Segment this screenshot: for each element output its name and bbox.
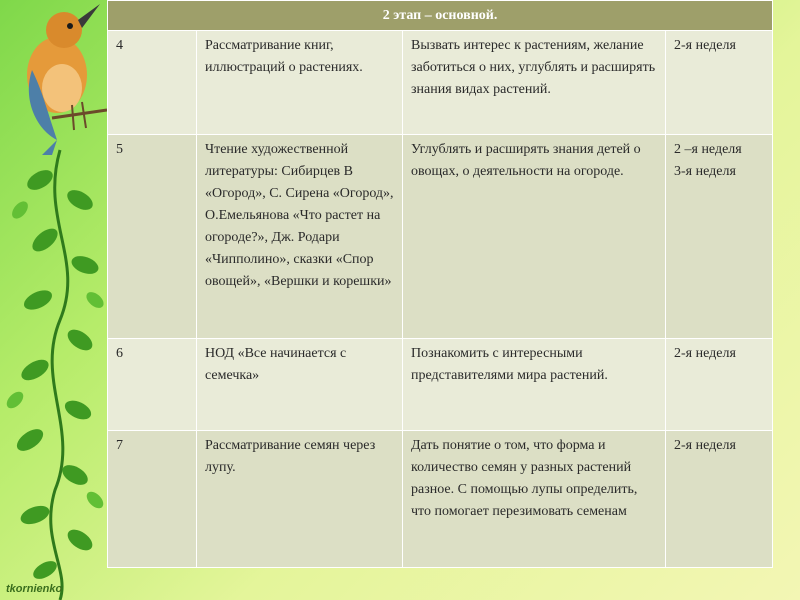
row-number: 5 xyxy=(108,135,197,339)
table-row xyxy=(108,339,773,431)
goal-cell: Вызвать интерес к растениям, желание заботиться о них, углублять и расширять знания видах растений. xyxy=(403,31,666,135)
plan-table xyxy=(107,0,773,568)
table-header-row xyxy=(108,1,773,31)
goal-cell: Углублять и расширять знания детей о овощах, о деятельности на огороде. xyxy=(403,135,666,339)
goal-cell: Познакомить с интересными представителями мира растений. xyxy=(403,339,666,431)
time-cell: 2 –я неделя 3-я неделя xyxy=(666,135,773,339)
bird-icon xyxy=(2,0,107,155)
activity-cell: Рассматривание книг, иллюстраций о растениях. xyxy=(197,31,403,135)
activity-cell: Рассматривание семян через лупу. xyxy=(197,431,403,568)
table-row xyxy=(108,431,773,568)
row-number: 6 xyxy=(108,339,197,431)
time-cell: 2-я неделя xyxy=(666,31,773,135)
table-row xyxy=(108,31,773,135)
table-row xyxy=(108,135,773,339)
activity-cell: Чтение художественной литературы: Сибирцев В «Огород», С. Сирена «Огород», О.Емельянова «Что растет на огороде?», Дж. Родари «Чипполино», сказки «Спор овощей», «Вершки и корешки» xyxy=(197,135,403,339)
stage-title: 2 этап – основной. xyxy=(108,1,773,31)
time-cell: 2-я неделя xyxy=(666,339,773,431)
row-number: 4 xyxy=(108,31,197,135)
goal-cell: Дать понятие о том, что форма и количество семян у разных растений разное. С помощью лупы определить, что помогает перезимовать семенам xyxy=(403,431,666,568)
time-cell: 2-я неделя xyxy=(666,431,773,568)
activity-cell: НОД «Все начинается с семечка» xyxy=(197,339,403,431)
watermark: tkornienko xyxy=(6,583,63,595)
row-number: 7 xyxy=(108,431,197,568)
